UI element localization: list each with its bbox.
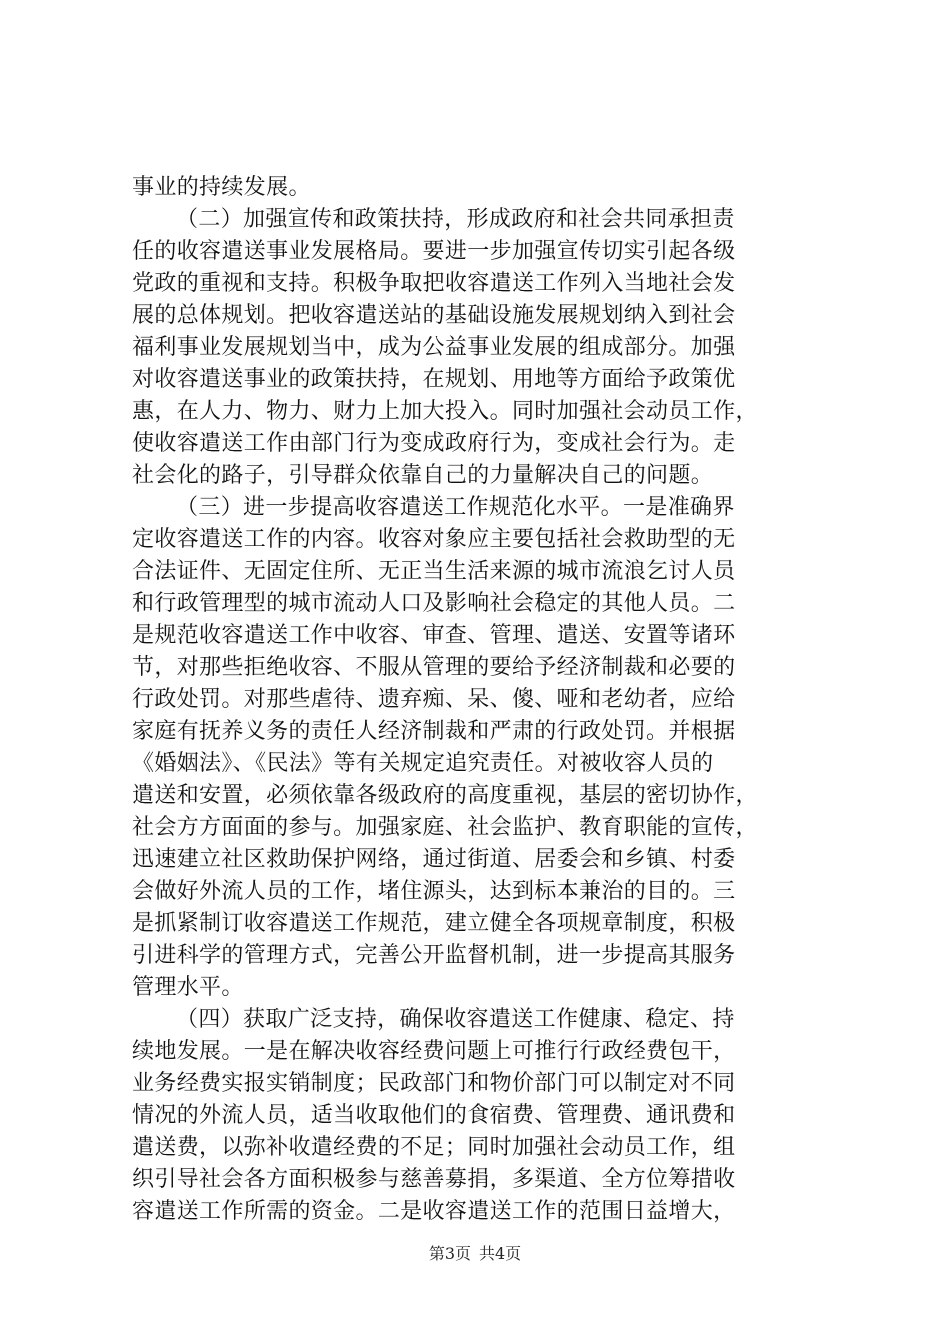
text-line: 引进科学的管理方式，完善公开监督机制，进一步提高其服务 <box>132 943 736 968</box>
text-line: 会做好外流人员的工作，堵住源头，达到标本兼治的目的。三 <box>132 879 736 904</box>
text-line: 合法证件、无固定住所、无正当生活来源的城市流浪乞讨人员 <box>132 559 736 584</box>
text-line: 织引导社会各方面积极参与慈善募捐，多渠道、全方位筹措收 <box>132 1167 736 1192</box>
page-number: 第3页 <box>428 1244 471 1263</box>
text-line: 续地发展。一是在解决收容经费问题上可推行行政经费包干， <box>132 1039 736 1064</box>
text-line: 管理水平。 <box>132 975 244 1000</box>
text-line: 容遣送工作所需的资金。二是收容遣送工作的范围日益增大， <box>132 1199 736 1224</box>
text-line: 节，对那些拒绝收容、不服从管理的要给予经济制裁和必要的 <box>132 655 736 680</box>
text-line: 惠，在人力、物力、财力上加大投入。同时加强社会动员工作， <box>132 399 758 424</box>
page-footer <box>0 1243 950 1265</box>
text-line: 家庭有抚养义务的责任人经济制裁和严肃的行政处罚。并根据 <box>132 719 736 744</box>
text-line: 和行政管理型的城市流动人口及影响社会稳定的其他人员。二 <box>132 591 736 616</box>
text-line: 是规范收容遣送工作中收容、审查、管理、遣送、安置等诸环 <box>132 623 736 648</box>
text-line: 业务经费实报实销制度；民政部门和物价部门可以制定对不同 <box>132 1071 736 1096</box>
paragraph-start-line: （四）获取广泛支持，确保收容遣送工作健康、稳定、持 <box>176 1007 735 1032</box>
text-line: 任的收容遣送事业发展格局。要进一步加强宣传切实引起各级 <box>132 239 736 264</box>
page-total: 共4页 <box>479 1244 522 1263</box>
text-line: 迅速建立社区救助保护网络，通过街道、居委会和乡镇、村委 <box>132 847 736 872</box>
document-body <box>132 172 832 1228</box>
paragraph-start-line: （二）加强宣传和政策扶持，形成政府和社会共同承担责 <box>176 207 735 232</box>
text-line: 情况的外流人员，适当收取他们的食宿费、管理费、通讯费和 <box>132 1103 736 1128</box>
text-line: 党政的重视和支持。积极争取把收容遣送工作列入当地社会发 <box>132 271 736 296</box>
text-line: 社会方方面面的参与。加强家庭、社会监护、教育职能的宣传， <box>132 815 758 840</box>
paragraph-start-line: （三）进一步提高收容遣送工作规范化水平。一是准确界 <box>176 495 735 520</box>
text-line: 展的总体规划。把收容遣送站的基础设施发展规划纳入到社会 <box>132 303 736 328</box>
text-line: 对收容遣送事业的政策扶持，在规划、用地等方面给予政策优 <box>132 367 736 392</box>
text-line: 行政处罚。对那些虐待、遗弃痴、呆、傻、哑和老幼者，应给 <box>132 687 736 712</box>
text-line: 使收容遣送工作由部门行为变成政府行为，变成社会行为。走 <box>132 431 736 456</box>
text-line: 遣送费，以弥补收遣经费的不足；同时加强社会动员工作，组 <box>132 1135 736 1160</box>
text-line: 定收容遣送工作的内容。收容对象应主要包括社会救助型的无 <box>132 527 736 552</box>
text-line: 《婚姻法》、《民法》等有关规定追究责任。对被收容人员的 <box>132 751 714 776</box>
text-line: 福利事业发展规划当中，成为公益事业发展的组成部分。加强 <box>132 335 736 360</box>
text-line: 是抓紧制订收容遣送工作规范，建立健全各项规章制度，积极 <box>132 911 736 936</box>
text-line: 事业的持续发展。 <box>132 175 311 200</box>
text-line: 遣送和安置，必须依靠各级政府的高度重视，基层的密切协作， <box>132 783 758 808</box>
text-line: 社会化的路子，引导群众依靠自己的力量解决自己的问题。 <box>132 463 714 488</box>
